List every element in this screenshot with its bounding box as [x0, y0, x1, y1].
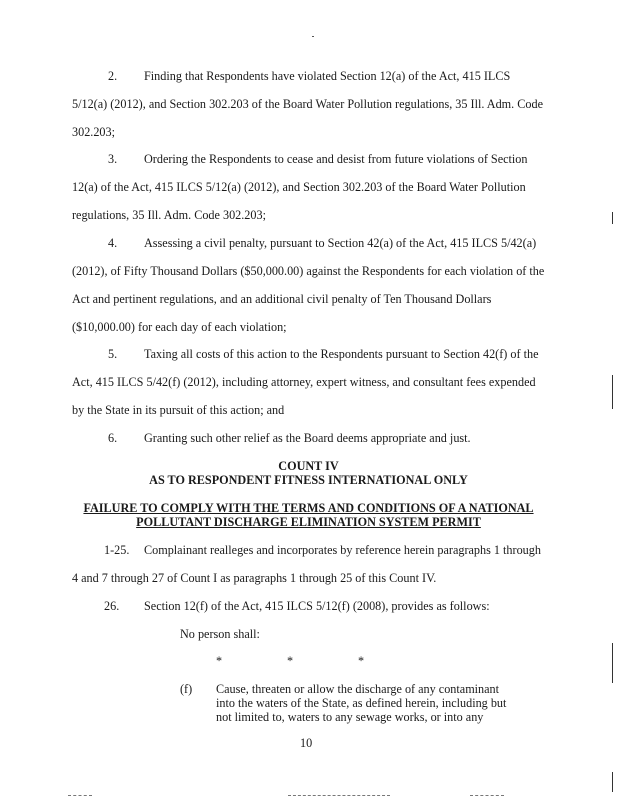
item-text-line: Finding that Respondents have violated Section 12(a) of the Act, 415 ILCS [144, 69, 511, 83]
item-number: 6. [108, 431, 118, 445]
page-number: 10 [300, 736, 313, 750]
item-text-line: by the State in its pursuit of this action; and [72, 403, 285, 417]
item-text-line: regulations, 35 Ill. Adm. Code 302.203; [72, 208, 266, 222]
ellipsis-asterisk: * [216, 654, 223, 668]
paragraph-text-line: Complainant realleges and incorporates by reference herein paragraphs 1 through [144, 543, 541, 557]
item-text-line: 12(a) of the Act, 415 ILCS 5/12(a) (2012), and Section 302.203 of the Board Water Pollution [72, 180, 526, 194]
paragraph-number: 26. [104, 599, 120, 613]
scan-bottom-dash [68, 795, 92, 797]
count-subtitle: AS TO RESPONDENT FITNESS INTERNATIONAL ONLY [149, 473, 468, 487]
quote-intro: No person shall: [180, 627, 260, 641]
item-number: 4. [108, 236, 118, 250]
scan-margin-mark [612, 772, 613, 792]
section-heading-line2: POLLUTANT DISCHARGE ELIMINATION SYSTEM PERMIT [136, 515, 481, 529]
scan-margin-mark [612, 375, 613, 409]
scan-margin-mark [612, 643, 613, 683]
paragraph-text-line: Section 12(f) of the Act, 415 ILCS 5/12(f) (2008), provides as follows: [144, 599, 490, 613]
quote-item-line: into the waters of the State, as defined herein, including but [216, 696, 507, 710]
item-text-line: Act, 415 ILCS 5/42(f) (2012), including attorney, expert witness, and consultant fees expended [72, 375, 536, 389]
item-text-line: (2012), of Fifty Thousand Dollars ($50,000.00) against the Respondents for each violation of the [72, 264, 545, 278]
quote-item-line: not limited to, waters to any sewage works, or into any [216, 710, 484, 724]
quote-item-line: Cause, threaten or allow the discharge of any contaminant [216, 682, 500, 696]
scan-bottom-dash [288, 795, 390, 797]
ellipsis-asterisk: * [287, 654, 294, 668]
scan-margin-mark [612, 212, 613, 224]
item-text-line: 302.203; [72, 125, 115, 139]
paragraph-text-line: 4 and 7 through 27 of Count I as paragraphs 1 through 25 of this Count IV. [72, 571, 437, 585]
scan-bottom-dash [470, 795, 504, 797]
item-number: 3. [108, 152, 118, 166]
item-text-line: Taxing all costs of this action to the Respondents pursuant to Section 42(f) of the [144, 347, 539, 361]
count-title: COUNT IV [278, 459, 339, 473]
paragraph-number: 1-25. [104, 543, 130, 557]
scan-speck [312, 36, 314, 37]
item-text-line: Act and pertinent regulations, and an additional civil penalty of Ten Thousand Dollars [72, 292, 492, 306]
item-text-line: ($10,000.00) for each day of each violation; [72, 320, 287, 334]
item-number: 2. [108, 69, 118, 83]
quote-item-label: (f) [180, 682, 193, 696]
item-text-line: Ordering the Respondents to cease and desist from future violations of Section [144, 152, 528, 166]
item-text-line: Granting such other relief as the Board deems appropriate and just. [144, 431, 471, 445]
section-heading-line1: FAILURE TO COMPLY WITH THE TERMS AND CONDITIONS OF A NATIONAL [83, 501, 534, 515]
item-number: 5. [108, 347, 118, 361]
ellipsis-asterisk: * [358, 654, 365, 668]
item-text-line: Assessing a civil penalty, pursuant to Section 42(a) of the Act, 415 ILCS 5/42(a) [144, 236, 537, 250]
item-text-line: 5/12(a) (2012), and Section 302.203 of the Board Water Pollution regulations, 35 Ill. Adm. Code [72, 97, 543, 111]
